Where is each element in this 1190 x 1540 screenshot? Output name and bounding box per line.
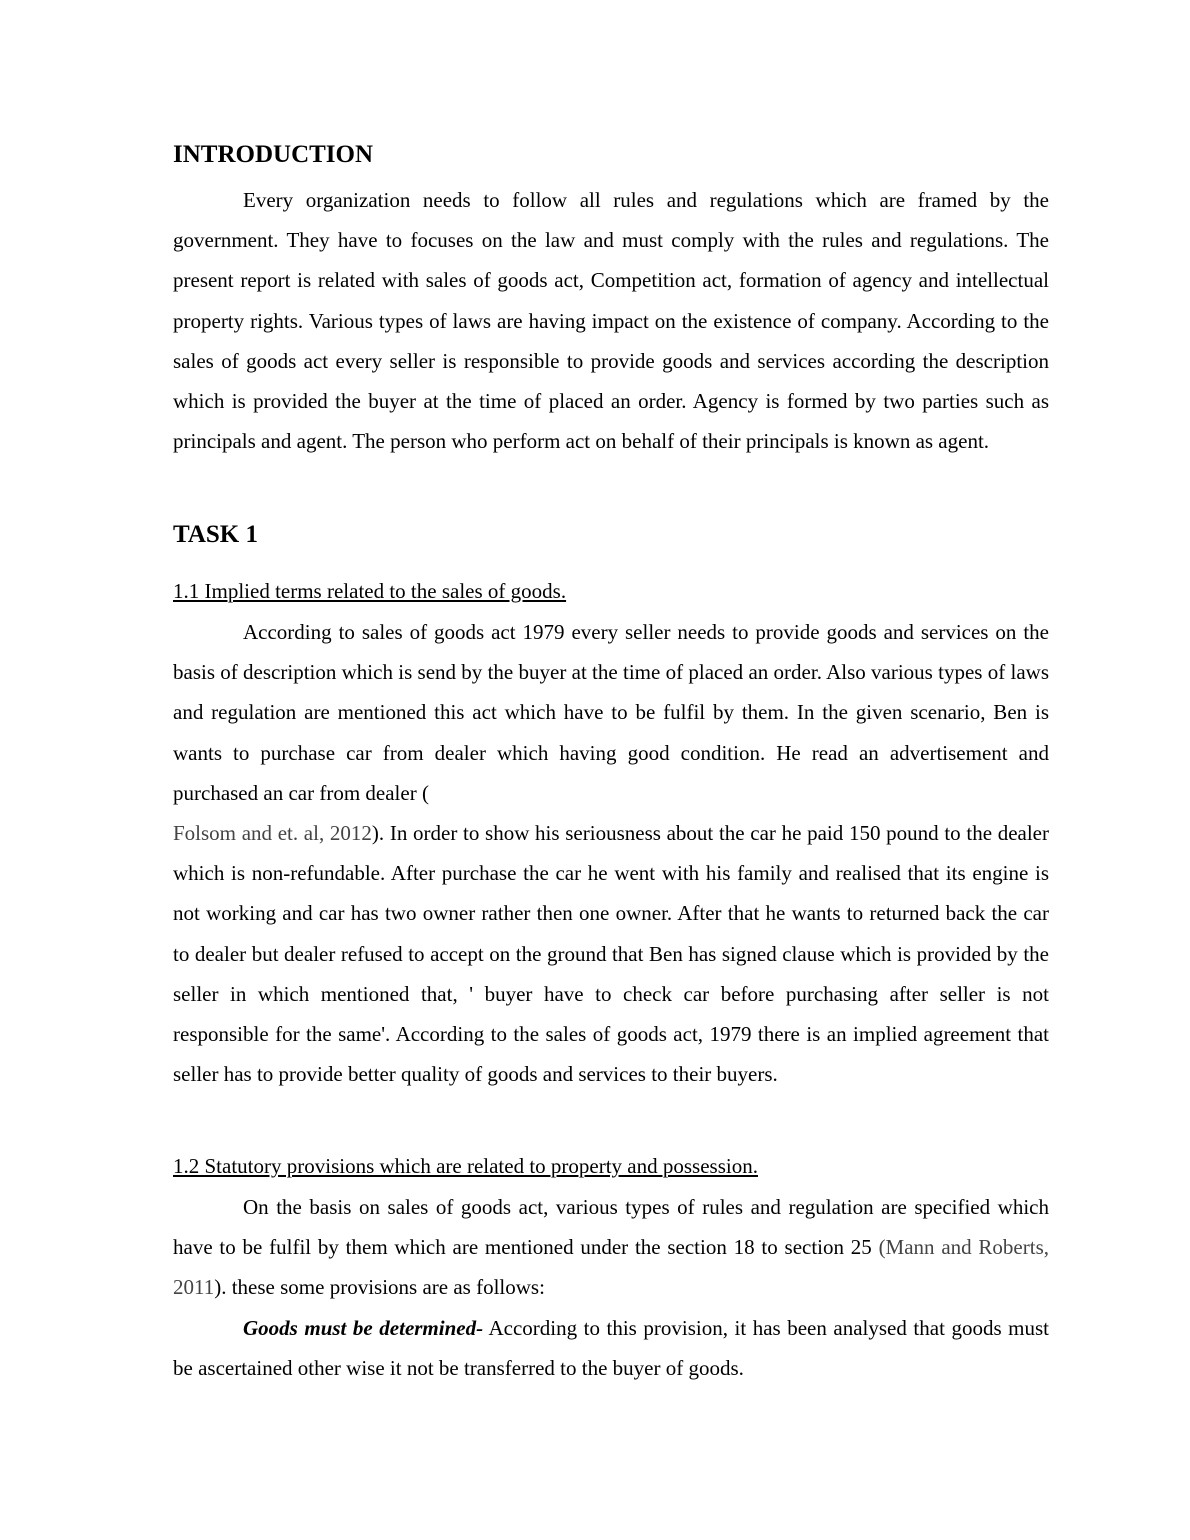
provision-term: Goods must be determined- — [243, 1316, 484, 1340]
section-1-1-title: 1.1 Implied terms related to the sales of goods. — [173, 579, 567, 603]
section-1-2-paragraph — [173, 1187, 1049, 1308]
intro-heading: INTRODUCTION — [173, 141, 374, 168]
provision-goods-determined — [173, 1308, 1049, 1388]
section-1-1-paragraph-b — [173, 813, 1049, 1094]
citation-folsom: Folsom and et. al, 2012 — [173, 821, 372, 845]
intro-paragraph: Every organization needs to follow all rules and regulations which are framed by the government. They have to focuses on the law and must comply with the rules and regulations. The present report is related with sales of goods act, Competition act, formation of agency and intellectual property rights. Various types of laws are having impact on the existence of company. According to the sales of goods act every seller is responsible to provide goods and services according the description which is provided the buyer at the time of placed an order. Agency is formed by two parties such as principals and agent. The person who perform act on behalf of their principals is known as agent. — [173, 188, 1049, 454]
section-1-2-title: 1.2 Statutory provisions which are related to property and possession. — [173, 1154, 758, 1178]
citation-mann-roberts: (Mann and Roberts, 2011 — [173, 1235, 1049, 1300]
section-1-1-paragraph-b-text: ). In order to show his seriousness about the car he paid 150 pound to the dealer which is non-refundable. After purchase the car he went with his family and realised that its engine is not working and car has two owner rather then one owner. After that he wants to returned back the car to dealer but dealer refused to accept on the ground that Ben has signed clause which is provided by the seller in which mentioned that, ' buyer have to check car before purchasing after seller is not responsible for the same'. According to the sales of goods act, 1979 there is an implied agreement that seller has to provide better quality of goods and services to their buyers. — [173, 821, 1049, 1087]
task1-heading: TASK 1 — [173, 521, 258, 548]
section-1-2-paragraph-text-b: ). these some provisions are as follows: — [214, 1275, 545, 1300]
section-1-1-paragraph-a: According to sales of goods act 1979 every seller needs to provide goods and services on the basis of description which is send by the buyer at the time of placed an order. Also various types of laws and regulation are mentioned this act which have to be fulfil by them. In the given scenario, Ben is wants to purchase car from dealer which having good condition. He read an advertisement and purchased an car from dealer ( — [173, 620, 1049, 805]
section-1-2-paragraph-text-a: On the basis on sales of goods act, various types of rules and regulation are specified which have to be fulfil by them which are mentioned under the section 18 to section 25 — [173, 1195, 1049, 1260]
provision-text: According to this provision, it has been analysed that goods must be ascertained other wise it not be transferred to the buyer of goods. — [173, 1316, 1049, 1381]
